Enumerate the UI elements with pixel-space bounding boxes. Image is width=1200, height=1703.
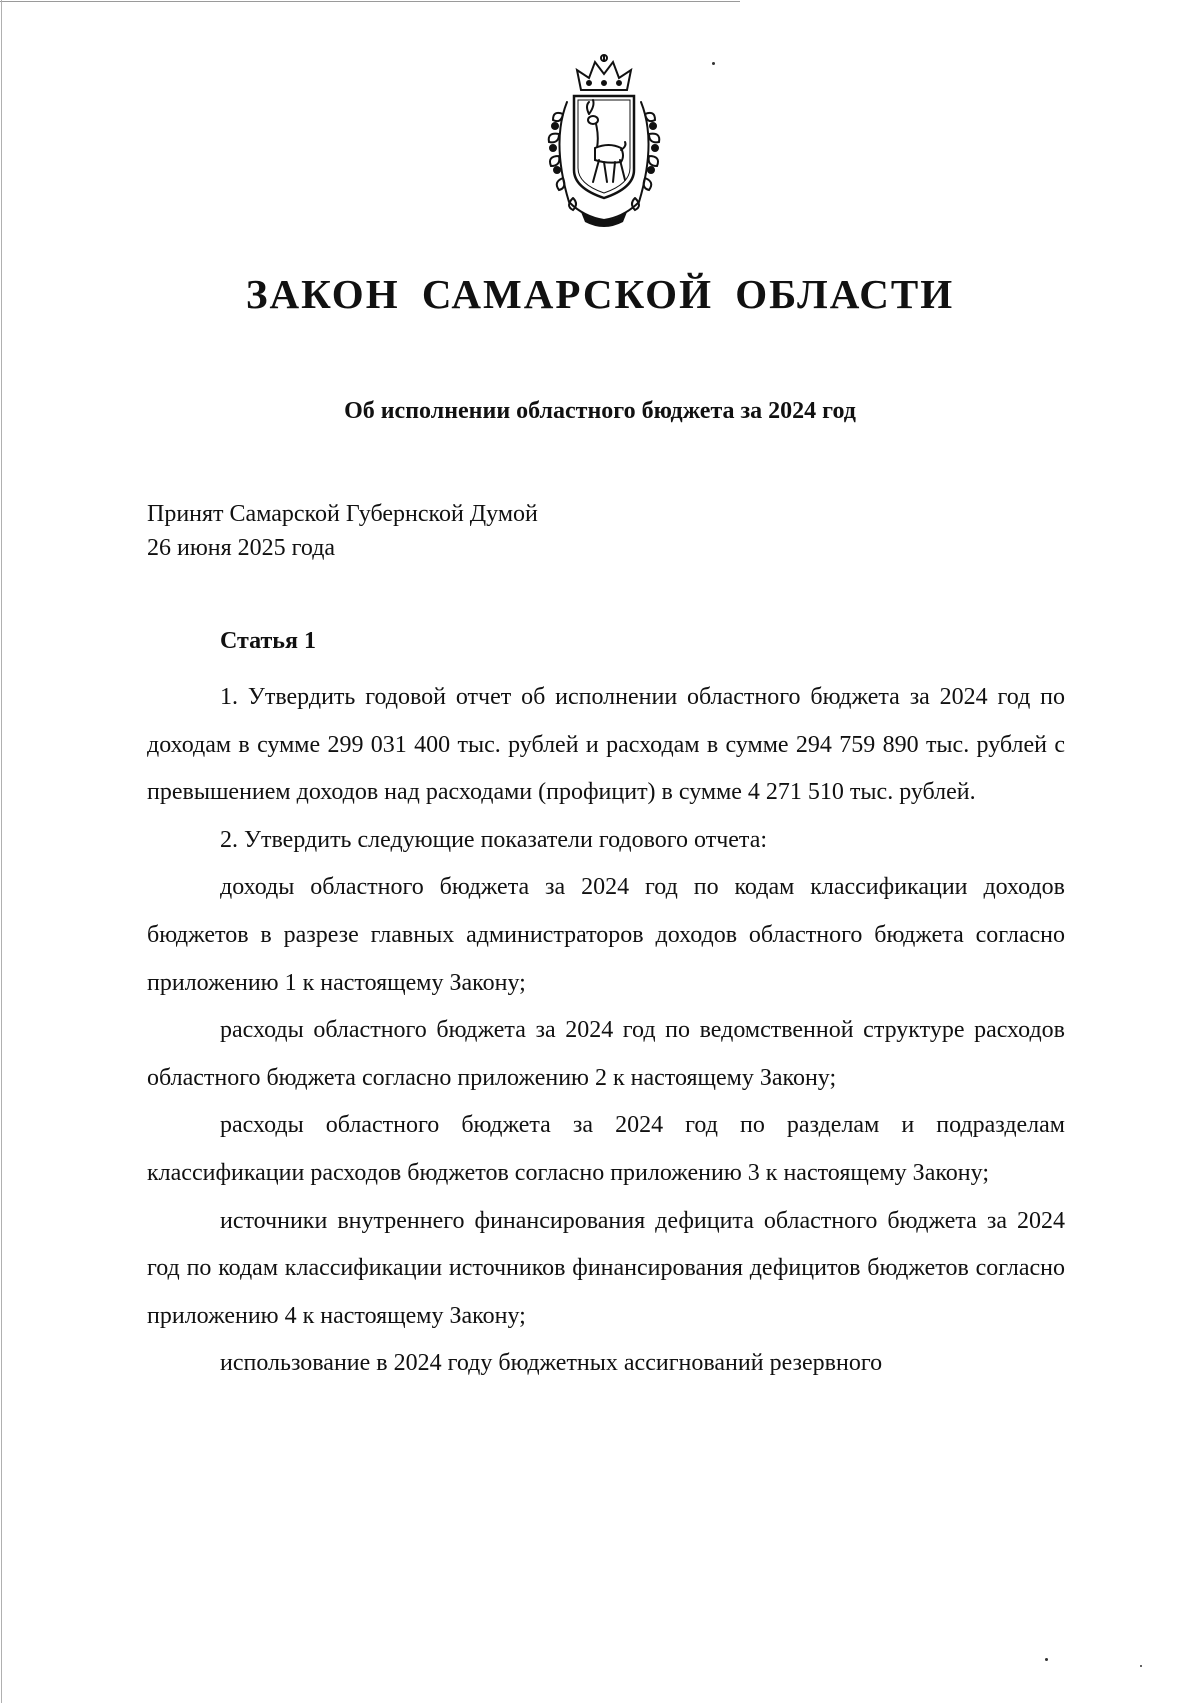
scan-speck [1140, 1665, 1142, 1667]
scan-artifact-line [0, 1, 740, 2]
paragraph: расходы областного бюджета за 2024 год по разделам и подразделам классификации расходов бюджетов согласно приложению 3 к настоящему Закону; [147, 1112, 1065, 1186]
paragraph: доходы областного бюджета за 2024 год по кодам классификации доходов бюджетов в разрезе главных администраторов доходов областного бюджета согласно приложению 1 к настоящему Закону; [147, 874, 1065, 996]
adoption-block [147, 497, 538, 565]
law-subtitle: Об исполнении областного бюджета за 2024 год [344, 398, 856, 424]
scan-speck [1045, 1658, 1048, 1661]
paragraph: 1. Утвердить годовой отчет об исполнении областного бюджета за 2024 год по доходам в сумме 299 031 400 тыс. рублей и расходам в сумме 294 759 890 тыс. рублей с превышением доходов над расходами (профицит) в сумме 4 271 510 тыс. рублей. [147, 684, 1065, 806]
law-title: ЗАКОН САМАРСКОЙ ОБЛАСТИ [245, 271, 955, 317]
article-body [147, 674, 1065, 1388]
paragraph: расходы областного бюджета за 2024 год по ведомственной структуре расходов областного бюджета согласно приложению 2 к настоящему Закону; [147, 1017, 1065, 1091]
coat-of-arms-icon [529, 52, 679, 230]
paragraph: источники внутреннего финансирования дефицита областного бюджета за 2024 год по кодам классификации источников финансирования дефицитов бюджетов согласно приложению 4 к настоящему Закону; [147, 1207, 1065, 1329]
adopted-by: Принят Самарской Губернской Думой [147, 501, 538, 527]
scan-artifact-edge [1, 0, 2, 1703]
article-heading: Статья 1 [220, 628, 316, 654]
paragraph: 2. Утвердить следующие показатели годового отчета: [220, 826, 768, 853]
paragraph: использование в 2024 году бюджетных ассигнований резервного [220, 1350, 883, 1377]
scan-speck [712, 62, 715, 65]
adopted-date: 26 июня 2025 года [147, 535, 336, 561]
